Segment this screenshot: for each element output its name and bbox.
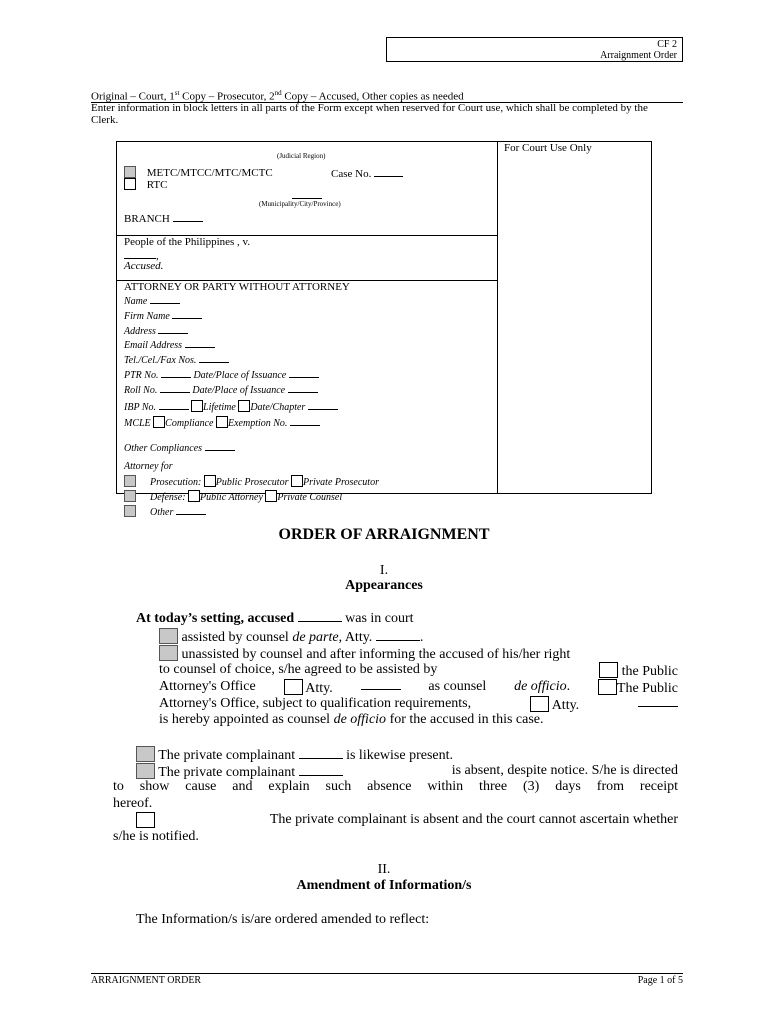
section-1-number: I. <box>379 563 389 578</box>
attorney-name-row[interactable]: Name <box>124 293 379 308</box>
checkbox-pao-qualified[interactable] <box>598 679 617 695</box>
page-title: ORDER OF ARRAIGNMENT <box>278 526 490 543</box>
pao2-line: Attorney's Office, subject to qualification requirements, Atty. <box>159 696 678 715</box>
checkbox-private-prosecutor[interactable] <box>291 475 303 487</box>
unassisted-line[interactable]: unassisted by counsel and after informing the accused of his/her right <box>159 645 570 664</box>
footer-page: Page 1 of 5 <box>637 975 683 986</box>
form-code-box <box>386 37 683 62</box>
municipality-label: (Municipality/City/Province) <box>259 200 341 208</box>
checkbox-metc[interactable] <box>124 166 136 178</box>
checkbox-date-chapter[interactable] <box>238 400 250 412</box>
section-2-heading: Amendment of Information/s <box>296 878 472 893</box>
complainant-absent-line[interactable]: The private complainant is absent, despite notice. S/he is directed <box>136 763 678 782</box>
attorney-tel-row[interactable]: Tel./Cel./Fax Nos. <box>124 352 379 367</box>
accused-label: Accused. <box>124 260 164 272</box>
attorney-for-label: Attorney for <box>124 460 173 472</box>
distribution-line: Original – Court, 1st Copy – Prosecutor, 2nd Copy – Accused, Other copies as needed <box>91 89 464 103</box>
complainant-absent-line-2: to show cause and explain such absence within three (3) days from receipt <box>113 779 678 794</box>
checkbox-exemption[interactable] <box>216 416 228 428</box>
attorney-ibp-row[interactable]: IBP No. Lifetime Date/Chapter <box>124 399 379 414</box>
court-option-metc[interactable]: METC/MTCC/MTC/MCTC <box>124 166 273 179</box>
attorney-ptr-row[interactable]: PTR No. Date/Place of Issuance <box>124 367 379 382</box>
checkbox-compliance[interactable] <box>153 416 165 428</box>
prosecution-row[interactable]: Prosecution: Public Prosecutor Private Prosecutor <box>124 475 379 489</box>
footer-left: ARRAIGNMENT ORDER <box>91 975 202 986</box>
attorney-title: ATTORNEY OR PARTY WITHOUT ATTORNEY <box>124 281 350 293</box>
footer-rule <box>91 973 683 974</box>
accused-blank: , <box>124 248 159 262</box>
choice-line: to counsel of choice, s/he agreed to be assisted by the Public <box>159 662 678 679</box>
attorney-address-row[interactable]: Address <box>124 323 379 338</box>
checkbox-public-prosecutor[interactable] <box>204 475 216 487</box>
instructions: Enter information in block letters in all parts of the Form except when reserved for Court use, which shall be completed by the Clerk. <box>91 102 648 126</box>
attorney-roll-row[interactable]: Roll No. Date/Place of Issuance <box>124 382 379 397</box>
other-row[interactable]: Other <box>124 504 379 519</box>
attorney-mcle-row[interactable]: MCLE Compliance Exemption No. <box>124 415 379 430</box>
checkbox-complainant-unknown[interactable] <box>136 812 155 828</box>
form-code: CF 2 <box>657 39 677 50</box>
court-use-label: For Court Use Only <box>504 142 592 154</box>
attorney-fields <box>124 293 379 519</box>
checkbox-complainant-present[interactable] <box>136 746 155 762</box>
checkbox-atty-de-officio[interactable] <box>284 679 303 695</box>
municipality-blank <box>292 190 322 199</box>
case-number: Case No. <box>331 166 403 180</box>
assisted-line[interactable]: assisted by counsel de parte, Atty. . <box>159 628 423 647</box>
checkbox-rtc[interactable] <box>124 178 136 190</box>
attorney-firm-row[interactable]: Firm Name <box>124 308 379 323</box>
checkbox-private-counsel[interactable] <box>265 490 277 502</box>
checkbox-pao[interactable] <box>599 662 618 678</box>
court-use-divider <box>497 142 498 493</box>
checkbox-defense[interactable] <box>124 490 136 502</box>
complainant-absent-line-3: hereof. <box>113 796 153 811</box>
complainant-unknown-line[interactable]: The private complainant is absent and the court cannot ascertain whether <box>136 812 678 829</box>
attorney-other-compliances-row[interactable]: Other Compliances <box>124 440 379 455</box>
checkbox-public-attorney[interactable] <box>188 490 200 502</box>
form-name: Arraignment Order <box>600 50 677 61</box>
checkbox-assisted[interactable] <box>159 628 178 644</box>
checkbox-lifetime[interactable] <box>191 400 203 412</box>
checkbox-prosecution[interactable] <box>124 475 136 487</box>
checkbox-unassisted[interactable] <box>159 645 178 661</box>
branch: BRANCH <box>124 211 203 225</box>
complainant-unknown-line-2: s/he is notified. <box>113 829 199 844</box>
judicial-region: (Judicial Region) <box>277 152 326 160</box>
setting-line: At today’s setting, accused was in court <box>136 611 414 626</box>
amendment-text: The Information/s is/are ordered amended to reflect: <box>136 912 430 927</box>
pao-line: Attorney's Office Atty. as counsel de officio. The Public <box>159 679 678 696</box>
appointed-line: is hereby appointed as counsel de officio for the accused in this case. <box>159 712 544 727</box>
section-2-number: II. <box>377 862 391 877</box>
complainant-present-line[interactable]: The private complainant is likewise present. <box>136 746 453 765</box>
checkbox-atty-appointed[interactable] <box>530 696 549 712</box>
caption-table <box>116 141 652 519</box>
section-1-heading: Appearances <box>345 578 423 593</box>
checkbox-other[interactable] <box>124 505 136 517</box>
people-line: People of the Philippines , v. <box>124 236 251 248</box>
court-option-rtc[interactable]: RTC <box>124 178 167 191</box>
defense-row[interactable]: Defense: Public Attorney Private Counsel <box>124 490 379 504</box>
checkbox-complainant-absent[interactable] <box>136 763 155 779</box>
attorney-email-row[interactable]: Email Address <box>124 337 379 352</box>
